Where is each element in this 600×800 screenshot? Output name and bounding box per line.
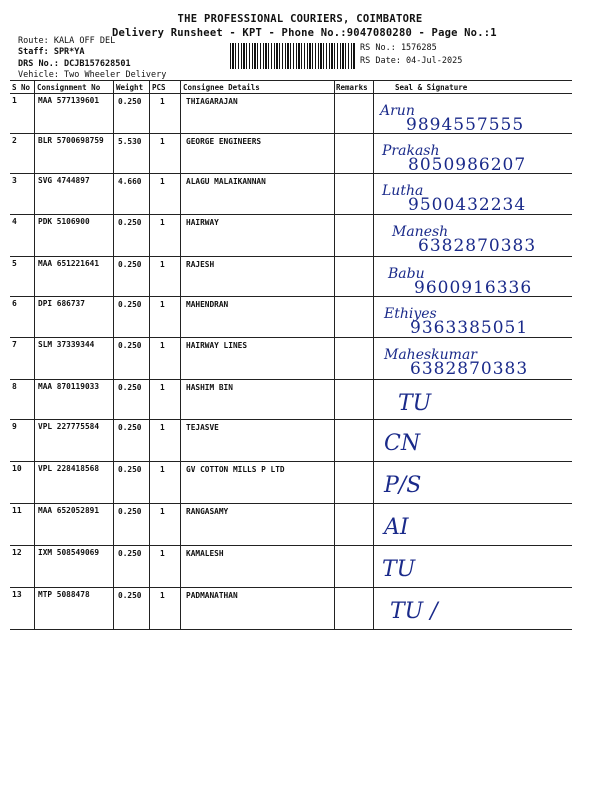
row-consignee: RAJESH — [186, 260, 215, 269]
row-weight: 0.250 — [118, 591, 142, 600]
row-weight: 0.250 — [118, 300, 142, 309]
row-consignee: THIAGARAJAN — [186, 97, 238, 106]
row-signature-name: Lutha — [382, 183, 424, 199]
row-signature-name: Manesh — [392, 224, 449, 240]
row-consignment-no: MAA 870119033 — [38, 382, 100, 391]
staff-label: Staff: SPR*YA — [18, 47, 85, 57]
col-header-sno: S No — [12, 83, 31, 92]
table-hline — [10, 80, 572, 81]
row-signature-name: AI — [384, 515, 409, 540]
row-signature-phone: 9600916336 — [414, 278, 533, 298]
row-consignment-no: IXM 508549069 — [38, 548, 100, 557]
row-sno: 2 — [12, 136, 17, 145]
col-header-consignment: Consignment No — [37, 83, 101, 92]
row-pcs: 1 — [160, 300, 165, 309]
rs-number: RS No.: 1576285 — [360, 43, 437, 53]
row-pcs: 1 — [160, 383, 165, 392]
row-sno: 13 — [12, 590, 22, 599]
col-header-signature: Seal & Signature — [395, 83, 468, 92]
row-consignment-no: PDK 5106900 — [38, 217, 90, 226]
row-sno: 1 — [12, 96, 17, 105]
table-vline — [373, 80, 374, 629]
row-signature-phone: 9363385051 — [410, 318, 529, 338]
row-pcs: 1 — [160, 260, 165, 269]
row-signature-name: TU — [382, 557, 416, 582]
row-sno: 11 — [12, 506, 22, 515]
row-consignment-no: VPL 228418568 — [38, 464, 100, 473]
row-consignee: GV COTTON MILLS P LTD — [186, 465, 285, 474]
table-hline — [10, 587, 572, 588]
table-vline — [334, 80, 335, 629]
row-sno: 6 — [12, 299, 17, 308]
col-header-pcs: PCS — [152, 83, 166, 92]
row-weight: 5.530 — [118, 137, 142, 146]
vehicle-label: Vehicle: Two Wheeler Delivery — [18, 70, 167, 80]
row-signature-name: Prakash — [382, 143, 440, 159]
row-signature-name: Babu — [388, 266, 425, 282]
row-weight: 0.250 — [118, 97, 142, 106]
rs-date: RS Date: 04-Jul-2025 — [360, 56, 463, 66]
table-vline — [113, 80, 114, 629]
page-title: THE PROFESSIONAL COURIERS, COIMBATORE — [177, 13, 423, 25]
row-sno: 12 — [12, 548, 22, 557]
row-consignee: GEORGE ENGINEERS — [186, 137, 262, 146]
row-sno: 5 — [12, 259, 17, 268]
page-subtitle: Delivery Runsheet - KPT - Phone No.:9047080280 - Page No.:1 — [112, 27, 497, 39]
row-consignment-no: SLM 37339344 — [38, 340, 95, 349]
row-signature-name: Arun — [380, 103, 415, 119]
row-sno: 8 — [12, 382, 17, 391]
row-signature-name: P/S — [384, 473, 422, 498]
row-weight: 0.250 — [118, 383, 142, 392]
col-header-consignee: Consignee Details — [183, 83, 260, 92]
row-signature-name: TU — [398, 391, 432, 416]
table-vline — [180, 80, 181, 629]
row-consignee: RANGASAMY — [186, 507, 229, 516]
row-pcs: 1 — [160, 465, 165, 474]
table-vline — [34, 80, 35, 629]
row-weight: 0.250 — [118, 465, 142, 474]
row-consignee: HAIRWAY LINES — [186, 341, 248, 350]
table-hline — [10, 503, 572, 504]
row-weight: 0.250 — [118, 549, 142, 558]
row-pcs: 1 — [160, 549, 165, 558]
row-consignment-no: VPL 227775584 — [38, 422, 100, 431]
row-consignment-no: BLR 5700698759 — [38, 136, 104, 145]
barcode — [230, 43, 356, 69]
row-pcs: 1 — [160, 97, 165, 106]
row-sno: 9 — [12, 422, 17, 431]
route-label: Route: KALA OFF DEL — [18, 36, 116, 46]
row-signature-phone: 9500432234 — [408, 195, 527, 215]
row-consignee: KAMALESH — [186, 549, 224, 558]
row-signature-phone: 8050986207 — [408, 155, 527, 175]
table-hline — [10, 379, 572, 380]
row-weight: 0.250 — [118, 260, 142, 269]
row-consignment-no: MAA 651221641 — [38, 259, 100, 268]
row-consignment-no: MTP 5088478 — [38, 590, 90, 599]
row-consignment-no: DPI 686737 — [38, 299, 85, 308]
row-signature-phone: 6382870383 — [410, 359, 529, 379]
row-pcs: 1 — [160, 423, 165, 432]
row-weight: 0.250 — [118, 341, 142, 350]
drs-label: DRS No.: DCJB157628501 — [18, 59, 131, 69]
table-hline — [10, 629, 572, 630]
row-signature-phone: 9894557555 — [406, 115, 525, 135]
row-signature-name: Maheskumar — [384, 347, 477, 363]
row-consignment-no: MAA 577139601 — [38, 96, 100, 105]
row-consignment-no: MAA 652052891 — [38, 506, 100, 515]
row-weight: 4.660 — [118, 177, 142, 186]
table-hline — [10, 256, 572, 257]
row-sno: 4 — [12, 217, 17, 226]
row-signature-phone: 6382870383 — [418, 236, 537, 256]
row-pcs: 1 — [160, 507, 165, 516]
row-signature-name: CN — [384, 431, 421, 456]
row-signature-name: TU / — [390, 599, 438, 624]
row-pcs: 1 — [160, 177, 165, 186]
row-sno: 7 — [12, 340, 17, 349]
row-pcs: 1 — [160, 591, 165, 600]
table-hline — [10, 419, 572, 420]
row-pcs: 1 — [160, 218, 165, 227]
table-hline — [10, 545, 572, 546]
table-hline — [10, 93, 572, 94]
row-weight: 0.250 — [118, 507, 142, 516]
row-pcs: 1 — [160, 137, 165, 146]
col-header-weight: Weight — [116, 83, 144, 92]
row-weight: 0.250 — [118, 218, 142, 227]
row-sno: 10 — [12, 464, 22, 473]
row-signature-name: Ethiyes — [384, 306, 437, 322]
row-consignee: PADMANATHAN — [186, 591, 238, 600]
row-sno: 3 — [12, 176, 17, 185]
row-consignee: HASHIM BIN — [186, 383, 233, 392]
row-weight: 0.250 — [118, 423, 142, 432]
row-consignee: TEJASVE — [186, 423, 219, 432]
row-consignee: ALAGU MALAIKANNAN — [186, 177, 266, 186]
row-consignee: HAIRWAY — [186, 218, 219, 227]
col-header-remarks: Remarks — [336, 83, 368, 92]
row-consignment-no: SVG 4744897 — [38, 176, 90, 185]
row-pcs: 1 — [160, 341, 165, 350]
table-hline — [10, 461, 572, 462]
row-consignee: MAHENDRAN — [186, 300, 229, 309]
table-vline — [149, 80, 150, 629]
